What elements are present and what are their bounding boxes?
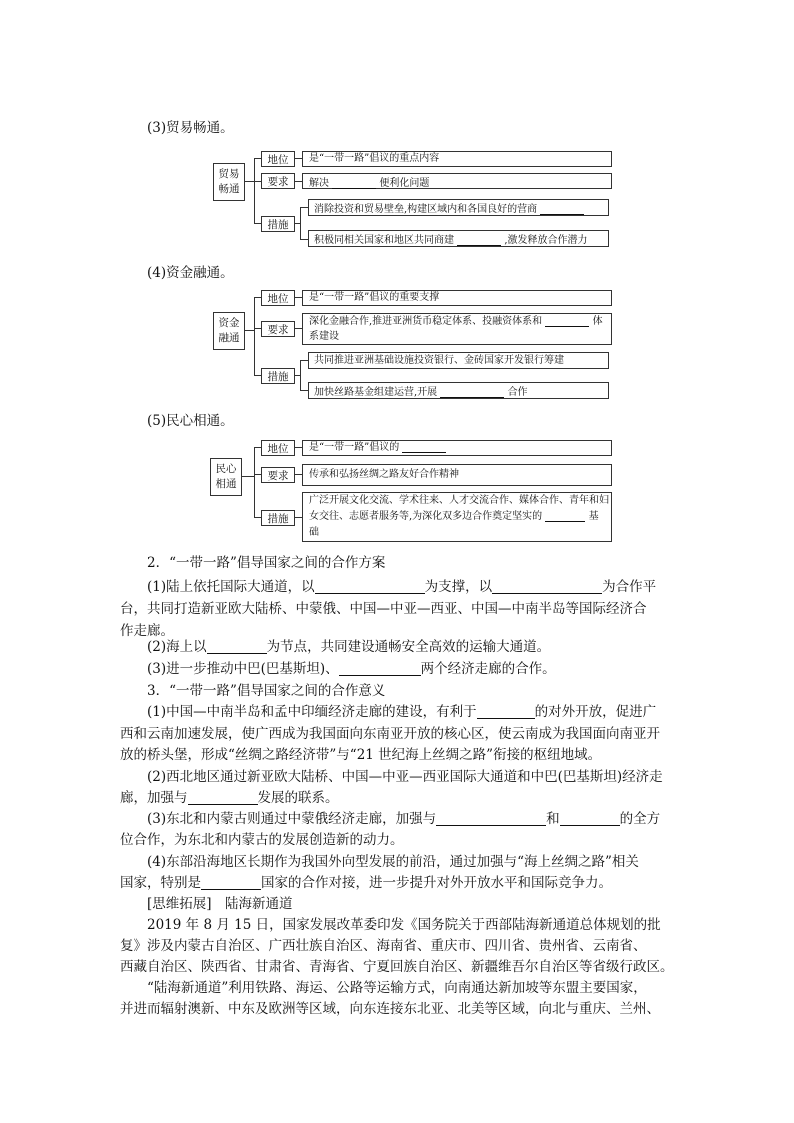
connector: [294, 517, 302, 518]
connector: [244, 330, 254, 331]
text: 的对外开放，促进广: [534, 704, 657, 720]
connector: [300, 360, 301, 390]
measure-text: 女交往、志愿者服务等,为深化双多边合作奠定坚实的: [309, 511, 543, 522]
measure-text: 加快丝路基金组建运营,开展: [314, 387, 438, 398]
requirement-text: 深化金融合作,推进亚洲货币稳定体系、投融资体系和: [309, 316, 543, 327]
connector: [300, 207, 308, 208]
paragraph-line: 作走廊。: [120, 623, 174, 639]
text: (1)陆上依托国际大通道，以: [147, 579, 315, 595]
connector: [300, 207, 301, 239]
paragraph-line: 并进而辐射澳新、中东及欧洲等区域，向东连接东北亚、北美等区域，向北与重庆、兰州、: [120, 1001, 660, 1017]
fill-blank[interactable]: [207, 639, 267, 654]
measure-box: [308, 352, 609, 369]
paragraph: [120, 787, 339, 809]
paragraph-line: 复》涉及内蒙古自治区、广西壮族自治区、海南省、重庆市、四川省、贵州省、云南省、: [120, 938, 647, 954]
connector: [254, 375, 261, 376]
section-heading-people: (5)民心相通。: [147, 413, 234, 429]
position-text: 是“一带一路”倡议的重点内容: [309, 153, 440, 164]
fill-blank[interactable]: [188, 790, 258, 805]
paragraph-line: 台，共同打造新亚欧大陆桥、中蒙俄、中国—中亚—西亚、中国—中南半岛等国际经济合: [120, 601, 647, 617]
label-requirement: 要求: [261, 321, 295, 337]
text: (2)海上以: [147, 639, 207, 655]
connector: [254, 297, 261, 298]
connector: [300, 390, 308, 391]
root-line: 资金: [218, 317, 240, 329]
text: 发展的联系。: [257, 790, 339, 806]
text: 为节点，共同建设通畅安全高效的运输大通道。: [266, 639, 551, 655]
measure-box: [308, 230, 609, 247]
measure-text: 基: [588, 511, 599, 522]
paragraph-line: (4)东部沿海地区长期作为我国外向型发展的前沿，通过加强与“海上丝绸之路”相关: [147, 854, 639, 870]
fill-blank[interactable]: [457, 231, 501, 246]
section-heading-trade: (3)贸易畅通。: [147, 120, 234, 136]
connector: [254, 158, 255, 223]
label-position: 地位: [261, 151, 295, 167]
position-box: [302, 440, 612, 456]
connector: [241, 476, 254, 477]
text: 廊，加强与: [120, 790, 188, 806]
text: 和: [546, 811, 560, 827]
text: 的全方: [619, 811, 661, 827]
measure-text: 合作: [507, 387, 528, 398]
root-line: 融通: [218, 332, 240, 344]
text: 国家，特别是: [120, 875, 201, 891]
connector: [254, 447, 255, 517]
text: 为支撑，以: [424, 579, 493, 595]
connector: [254, 517, 261, 518]
requirement-box: [302, 173, 612, 189]
fill-blank[interactable]: [201, 875, 261, 890]
connector: [294, 328, 302, 329]
connector: [300, 239, 308, 240]
connector: [254, 328, 261, 329]
requirement-text: 解决: [309, 178, 329, 189]
requirement-text: 系建设: [309, 331, 339, 342]
measure-text: ,激发释放合作潜力: [504, 235, 588, 246]
text: (3)进一步推动中巴(巴基斯坦)、: [147, 661, 339, 677]
connector: [254, 223, 261, 224]
requirement-text: 传承和弘扬丝绸之路友好合作精神: [309, 469, 459, 480]
root-line: 相通: [215, 478, 237, 490]
paragraph-line: 西藏自治区、陕西省、甘肃省、青海省、宁夏回族自治区、新疆维吾尔自治区等省级行政区。: [120, 959, 674, 975]
connector: [294, 474, 302, 475]
paragraph: [120, 872, 612, 894]
paragraph: [147, 576, 656, 598]
fill-blank[interactable]: [545, 314, 589, 327]
diagram-root-finance: [213, 312, 245, 350]
label-requirement: 要求: [261, 467, 295, 483]
paragraph-line: 2019 年 8 月 15 日，国家发展改革委印发《国务院关于西部陆海新通道总体规划的批: [147, 917, 661, 933]
label-position: 地位: [261, 440, 295, 456]
fill-blank[interactable]: [436, 811, 546, 826]
paragraph: [147, 701, 656, 723]
text: (3)东北和内蒙古则通过中蒙俄经济走廊，加强与: [147, 811, 437, 827]
connector: [244, 181, 254, 182]
fill-blank[interactable]: [339, 661, 421, 676]
measure-text: 积极同相关国家和地区共同商建: [314, 235, 454, 246]
measure-box: [308, 199, 609, 216]
text: 两个经济走廊的合作。: [420, 661, 556, 677]
section-heading-finance: (4)资金融通。: [147, 265, 234, 281]
connector: [254, 158, 261, 159]
text: 为合作平: [602, 579, 657, 595]
label-measures: 措施: [261, 368, 295, 384]
part3-heading: 3．“一带一路”倡导国家之间的合作意义: [147, 683, 386, 699]
diagram-root-trade: [213, 163, 245, 201]
measure-text: 广泛开展文化交流、学术往来、人才交流合作、媒体合作、青年和妇: [309, 495, 609, 506]
paragraph-line: 西和云南加速发展，使广西成为我国面向东南亚开放的核心区，使云南成为我国面向南亚开: [120, 726, 660, 742]
label-measures: 措施: [261, 216, 295, 232]
measure-box: [308, 382, 609, 399]
fill-blank[interactable]: [477, 704, 535, 719]
paragraph-line: 位合作，为东北和内蒙古的发展创造新的动力。: [120, 832, 404, 848]
fill-blank[interactable]: [402, 441, 446, 453]
root-line: 贸易: [218, 168, 240, 180]
fill-blank[interactable]: [545, 509, 585, 522]
label-position: 地位: [261, 290, 295, 306]
part2-heading: 2．“一带一路”倡导国家之间的合作方案: [147, 555, 386, 571]
label-requirement: 要求: [261, 173, 295, 189]
paragraph: [147, 636, 550, 658]
connector: [294, 297, 302, 298]
requirement-box: [302, 313, 612, 345]
requirement-text: 便利化问题: [379, 178, 430, 189]
connector: [254, 181, 261, 182]
position-text: 是“一带一路”倡议的重要支撑: [309, 292, 440, 303]
connector: [294, 158, 302, 159]
label-measures: 措施: [261, 510, 295, 526]
fill-blank[interactable]: [440, 383, 504, 398]
fill-blank[interactable]: [315, 579, 425, 594]
position-box: [302, 290, 612, 306]
measure-text: 础: [309, 527, 319, 538]
connector: [254, 447, 261, 448]
paragraph-line: (2)西北地区通过新亚欧大陆桥、中国—中亚—西亚国际大通道和中巴(巴基斯坦)经济走: [147, 769, 663, 785]
extension-heading: [思维拓展] 陆海新通道: [147, 896, 293, 912]
requirement-text: 体: [592, 316, 603, 327]
text: 国家的合作对接，进一步提升对外开放水平和国际竞争力。: [261, 875, 612, 891]
root-line: 畅通: [218, 183, 240, 195]
requirement-box: [302, 464, 612, 486]
connector: [254, 474, 261, 475]
measure-text: 消除投资和贸易壁垒,构建区域内和各国良好的营商: [314, 204, 538, 215]
fill-blank[interactable]: [332, 174, 376, 189]
paragraph: [147, 658, 556, 680]
root-line: 民心: [215, 463, 237, 475]
paragraph-line: 放的桥头堡，形成“丝绸之路经济带”与“21 世纪海上丝绸之路”衔接的枢纽地域。: [120, 747, 602, 763]
paragraph-line: “陆海新通道”利用铁路、海运、公路等运输方式，向南通达新加坡等东盟主要国家，: [147, 980, 647, 996]
paragraph: [147, 808, 660, 830]
text: (1)中国—中南半岛和孟中印缅经济走廊的建设，有利于: [147, 704, 477, 720]
fill-blank[interactable]: [540, 200, 584, 215]
connector: [254, 297, 255, 375]
fill-blank[interactable]: [492, 579, 602, 594]
measure-box: [302, 492, 612, 542]
position-box: [302, 151, 612, 167]
measure-text: 共同推进亚洲基础设施投资银行、金砖国家开发银行筹建: [314, 355, 564, 366]
position-text: 是“一带一路”倡议的: [309, 442, 400, 453]
connector: [300, 360, 308, 361]
diagram-root-people: [210, 458, 242, 496]
connector: [294, 181, 302, 182]
connector: [294, 447, 302, 448]
fill-blank[interactable]: [560, 811, 620, 826]
